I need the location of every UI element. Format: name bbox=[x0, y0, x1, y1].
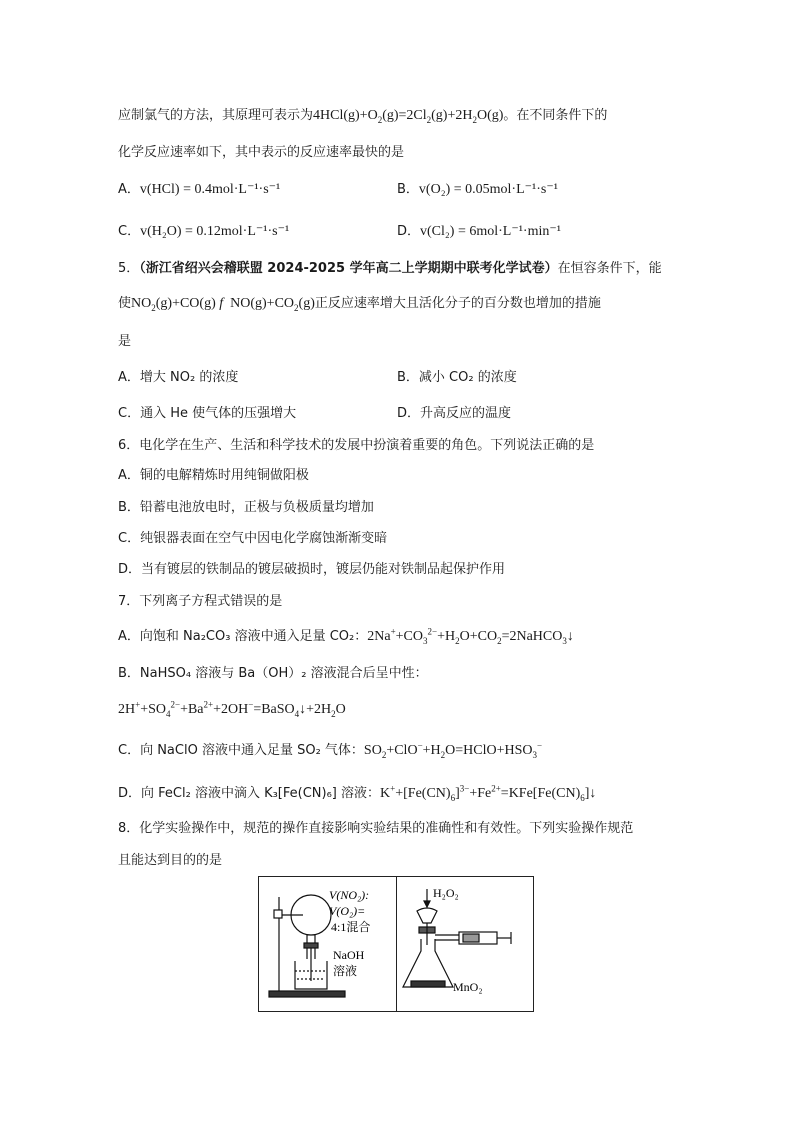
option-text: D．向 FeCl₂ 溶液中滴入 K₃[Fe(CN)₆] 溶液： bbox=[118, 786, 381, 801]
option-letter: B． bbox=[397, 182, 419, 197]
label-solution: 溶液 bbox=[333, 964, 358, 978]
q7-option-d bbox=[118, 784, 596, 804]
mno2-layer bbox=[411, 981, 445, 987]
option-letter: B． bbox=[397, 370, 419, 385]
q7-option-b: B．NaHSO₄ 溶液与 Ba（OH）₂ 溶液混合后呈中性： bbox=[118, 666, 428, 681]
right-apparatus bbox=[397, 877, 533, 1011]
option-text: 通入 He 使气体的压强增大 bbox=[140, 406, 297, 421]
q6-stem: 6．电化学在生产、生活和科学技术的发展中扮演着重要的角色。下列说法正确的是 bbox=[118, 438, 595, 453]
q5-option-c bbox=[118, 404, 296, 424]
option-letter: C． bbox=[118, 224, 141, 239]
option-letter: C． bbox=[118, 406, 141, 421]
intro-line-1 bbox=[118, 106, 607, 126]
q5-text: 使 bbox=[118, 296, 132, 311]
label-naoh: NaOH bbox=[333, 948, 365, 962]
intro-line-2: 化学反应速率如下，其中表示的反应速率最快的是 bbox=[118, 145, 405, 160]
q5-text: 正反应速率增大且活化分子的百分数也增加的措施 bbox=[314, 296, 601, 311]
option-letter: A． bbox=[118, 370, 140, 385]
label-ratio: 4:1混合 bbox=[331, 920, 371, 934]
q5-line-3: 是 bbox=[118, 334, 132, 349]
intro-text-suffix: 。在不同条件下的 bbox=[503, 108, 608, 123]
q5-option-a bbox=[118, 368, 238, 388]
reaction-equation: $4HCl(g)+O_2(g)=2Cl_2(g)+2H_2O(g)$ bbox=[313, 108, 504, 125]
q8-line-1: 8．化学实验操作中，规范的操作直接影响实验结果的准确性和有效性。下列实验操作规范 bbox=[118, 821, 634, 836]
q5-option-d bbox=[397, 404, 511, 424]
label-v-no2: V(NO₂): bbox=[329, 888, 370, 902]
q5-equation: $NO_2(g)+CO(g)$ f $NO(g)+CO_2(g)$ bbox=[131, 296, 315, 313]
q6-option-a: A．铜的电解精炼时用纯铜做阳极 bbox=[118, 468, 309, 483]
q4-option-d bbox=[397, 222, 561, 242]
option-letter: D． bbox=[397, 224, 421, 239]
question-number: 5． bbox=[118, 261, 140, 276]
option-text: C．向 NaClO 溶液中通入足量 SO₂ 气体： bbox=[118, 743, 364, 758]
option-expr: v(HCl) = 0.4mol·L⁻¹·s⁻¹ bbox=[139, 182, 281, 197]
left-apparatus bbox=[259, 877, 396, 1011]
option-expr: v(H₂O) = 0.12mol·L⁻¹·s⁻¹ bbox=[140, 224, 290, 239]
q7-option-c bbox=[118, 741, 542, 761]
option-equation: $2H^++SO_4^{2-}+Ba^{2+}+2OH^-=BaSO_4↓+2H_2O$ bbox=[118, 699, 346, 719]
label-h2o2: H₂O₂ bbox=[433, 886, 459, 900]
separatory-funnel bbox=[417, 908, 437, 923]
intro-text: 应制氯气的方法，其原理可表示为 bbox=[118, 108, 314, 123]
option-expr: v(O₂) = 0.05mol·L⁻¹·s⁻¹ bbox=[418, 182, 558, 197]
q5-line-2 bbox=[118, 294, 601, 314]
q5-text: 在恒容条件下，能 bbox=[557, 261, 662, 276]
q8-line-2: 且能达到目的的是 bbox=[118, 853, 223, 868]
stand-base bbox=[269, 991, 345, 997]
option-text: 增大 NO₂ 的浓度 bbox=[139, 370, 239, 385]
q4-option-a bbox=[118, 180, 280, 200]
q5-line-1 bbox=[118, 259, 662, 279]
q6-option-c: C．纯银器表面在空气中因电化学腐蚀渐渐变暗 bbox=[118, 531, 388, 546]
q6-option-b: B．铅蓄电池放电时，正极与负极质量均增加 bbox=[118, 500, 374, 515]
q4-option-b bbox=[397, 180, 558, 200]
q7-option-b-equation bbox=[118, 700, 346, 720]
q4-option-c bbox=[118, 222, 289, 242]
option-letter: A． bbox=[118, 182, 140, 197]
q5-option-b bbox=[397, 368, 517, 388]
label-mno2: MnO₂ bbox=[453, 980, 483, 994]
option-equation: $2Na^++CO_3^{2-}+H_2O+CO_2=2NaHCO_3↓$ bbox=[367, 626, 574, 646]
option-text: 减小 CO₂ 的浓度 bbox=[418, 370, 517, 385]
option-text: 升高反应的温度 bbox=[420, 406, 512, 421]
option-expr: v(Cl₂) = 6mol·L⁻¹·min⁻¹ bbox=[420, 224, 561, 239]
q6-option-d: D．当有镀层的铁制品的镀层破损时，镀层仍能对铁制品起保护作用 bbox=[118, 562, 506, 577]
option-text: A．向饱和 Na₂CO₃ 溶液中通入足量 CO₂： bbox=[118, 629, 368, 644]
option-equation: $K^++[Fe(CN)_6]^{3-}+Fe^{2+}=KFe[Fe(CN)_6]↓$ bbox=[380, 783, 597, 803]
question-source: （浙江省绍兴会稽联盟 2024-2025 学年高二上学期期中联考化学试卷） bbox=[139, 261, 558, 276]
q7-option-a bbox=[118, 627, 574, 647]
conical-flask bbox=[403, 939, 453, 987]
q7-stem: 7．下列离子方程式错误的是 bbox=[118, 594, 283, 609]
option-letter: D． bbox=[397, 406, 421, 421]
experiment-figure bbox=[258, 876, 534, 1012]
option-equation: $SO_2+ClO^-+H_2O=HClO+HSO_3^-$ bbox=[363, 740, 543, 760]
label-v-o2: V(O₂)= bbox=[329, 904, 366, 918]
